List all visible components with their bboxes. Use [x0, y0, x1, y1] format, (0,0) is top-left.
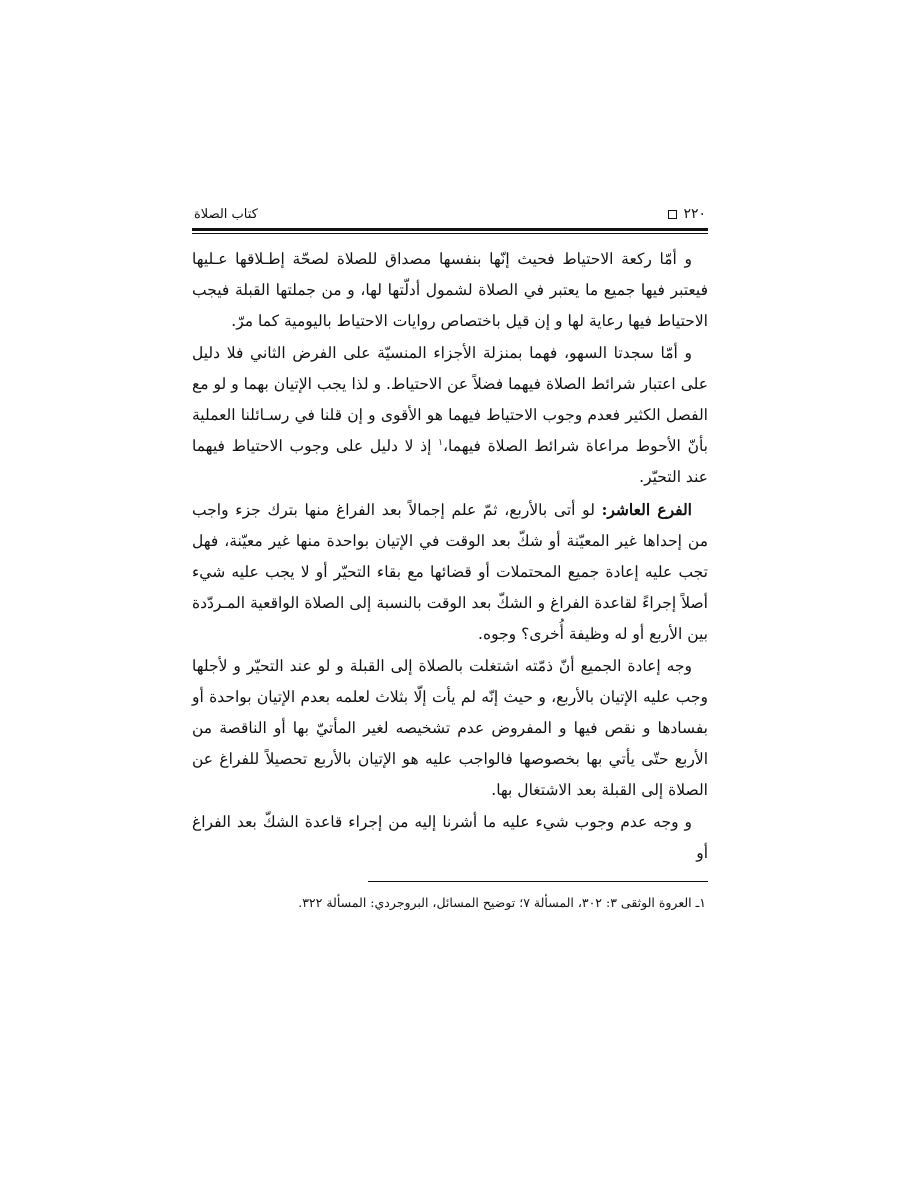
header-rule-thick — [192, 228, 708, 231]
footnote: ١ـ العروة الوثقى ٣: ٣٠٢، المسألة ٧؛ توضيح المسائل، البروجردي: المسألة ٣٢٢. — [298, 895, 706, 911]
book-page — [192, 200, 708, 912]
paragraph-4 — [192, 651, 708, 807]
paragraph-5-text: و وجه عدم وجوب شيء عليه ما أشرنا إليه من إجراء قاعدة الشكّ بعد الفراغ أو — [192, 812, 708, 862]
header-rule-thin — [192, 233, 708, 234]
paragraph-2 — [192, 338, 708, 494]
section-label: الفرع العاشر: — [601, 499, 692, 519]
footnote-rule — [368, 881, 708, 882]
paragraph-1-text: و أمّا ركعة الاحتياط فحيث إنّها بنفسها مصداق للصلاة لصحّة إطـلاقها عـليها فيعتبر فيها جميع ما يعتبر في الصلاة لشمول أدلّتها لها، و من جملتها القبلة فيجب الاحتياط فيها رعاية لها و إن قيل باختصاص روايات الاحتياط باليومية كما مرّ. — [192, 250, 708, 331]
square-marker-icon — [668, 210, 677, 219]
paragraph-1 — [192, 244, 708, 338]
paragraph-4-text: وجه إعادة الجميع أنّ ذمّته اشتغلت بالصلاة إلى القبلة و لو عند التحيّر و لأجلها وجب عليه الإتيان بالأربع، و حيث إنّه لم يأت إلّا بثلاث لعلمه بعدم الإتيان بواحدة أو بفسادها و نقص فيها و المفروض عدم تشخيصه لغير المأتيّ بها أو الناقصة من الأربع حتّى يأتي بها بخصوصها فالواجب عليه هو الإتيان بالأربع تحصيلاً للفراغ عن الصلاة إلى القبلة بعد الاشتغال بها. — [192, 656, 708, 800]
paragraph-3 — [192, 494, 708, 651]
paragraph-5 — [192, 807, 708, 869]
paragraph-2-text-after: إذ لا دليل على وجوب الاحتياط فيهما عند التحيّر. — [192, 437, 708, 487]
book-title: كتاب الصلاة — [194, 207, 258, 222]
paragraph-3-text: لو أتى بالأربع، ثمّ علم إجمالاً بعد الفراغ منها بترك جزء واجب من إحداها غير المعيّنة أو شكّ بعد الوقت في الإتيان بواحدة منها غير معيّنة، فهل تجب عليه إعادة جميع المحتملات أو قضائها مع بقاء التحيّر أو لا يجب عليه شيء أصلاً إجراءً لقاعدة الفراغ و الشكّ بعد الوقت بالنسبة إلى الصلاة الواقعية المـردّدة بين الأربع أو له وظيفة أُخرى؟ وجوه. — [192, 500, 708, 644]
body-text — [192, 244, 708, 869]
running-header — [192, 200, 708, 222]
footnote-reference[interactable]: ١ — [438, 438, 444, 449]
page-number-group — [668, 206, 706, 222]
page-number: ۲۲۰ — [683, 206, 706, 222]
paragraph-2-text: و أمّا سجدتا السهو، فهما بمنزلة الأجزاء المنسيّة على الفرض الثاني فلا دليل على اعتبار شرائط الصلاة فيهما فضلاً عن الاحتياط. و لذا يجب الإتيان بهما و لو مع الفصل الكثير فعدم وجوب الاحتياط فيهما هو الأقوى و إن قلنا في رسـائلنا العملية بأنّ الأحوط مراعاة شرائط الصلاة فيهما، — [192, 343, 708, 456]
